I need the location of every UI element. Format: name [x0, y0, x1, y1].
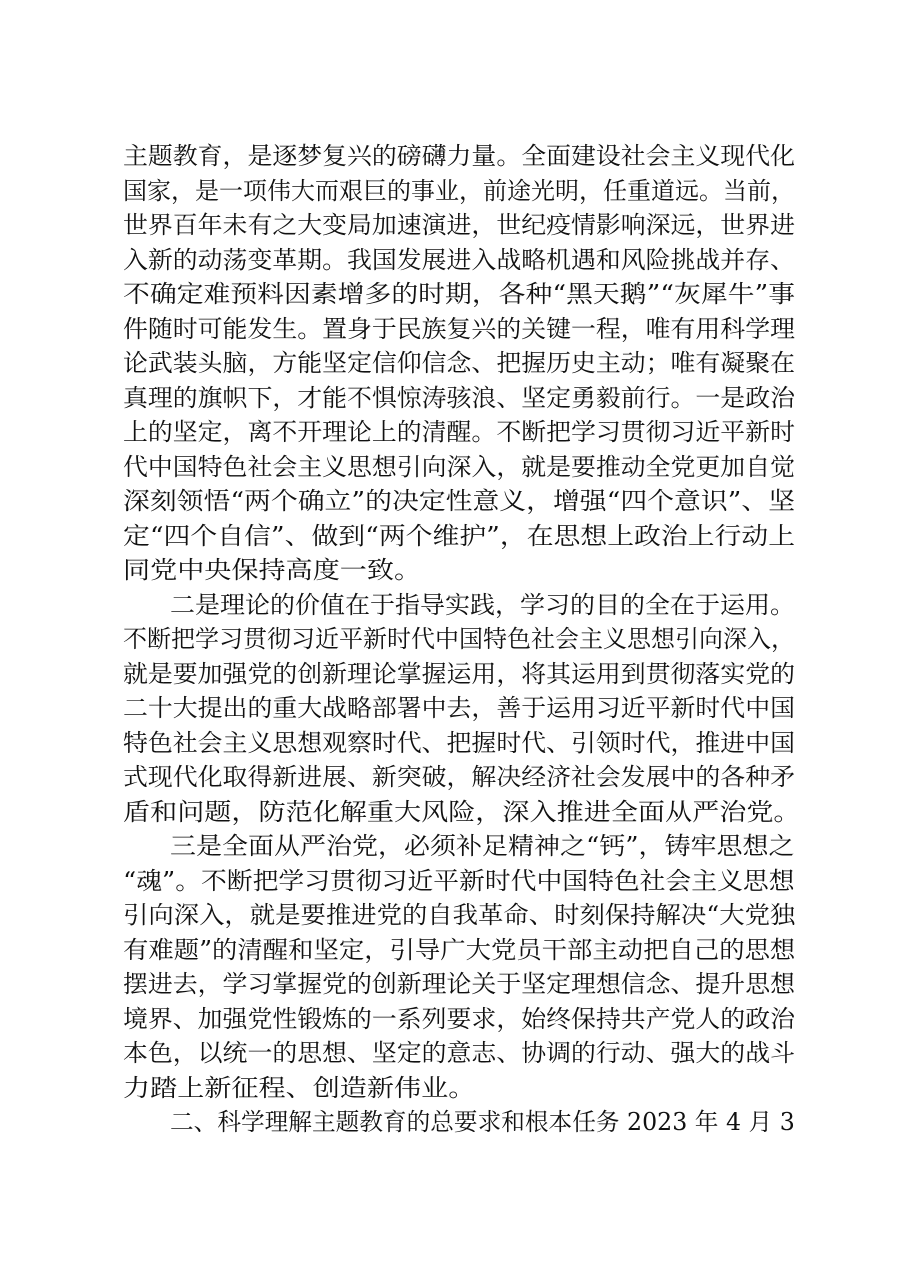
text-line: 本色，以统一的思想、坚定的意志、协调的行动、强大的战斗: [123, 1039, 795, 1067]
text-line: 式现代化取得新进展、新突破，解决经济社会发展中的各种矛: [123, 763, 795, 791]
text-line: 有难题”的清醒和坚定，引导广大党员干部主动把自己的思想: [123, 935, 796, 964]
paragraph-first-line: 二是理论的价值在于指导实践，学习的目的全在于运用。: [170, 590, 796, 619]
text-line: 就是要加强党的创新理论掌握运用，将其运用到贯彻落实党的: [123, 659, 795, 688]
text-line: 境界、加强党性锻炼的一系列要求，始终保持共产党人的政治: [123, 1004, 795, 1033]
text-line: 真理的旗帜下，才能不惧惊涛骇浪、坚定勇毅前行。一是政治: [123, 383, 795, 412]
text-line: 论武装头脑，方能坚定信仰信念、把握历史主动；唯有凝聚在: [123, 349, 795, 377]
text-line: 力踏上新征程、创造新伟业。: [123, 1073, 476, 1102]
text-line: “魂”。不断把学习贯彻习近平新时代中国特色社会主义思想: [123, 866, 795, 895]
text-line: 世界百年未有之大变局加速演进，世纪疫情影响深远，世界进: [123, 211, 795, 239]
text-line: 同党中央保持高度一致。: [123, 556, 422, 584]
text-line: 不确定难预料因素增多的时期，各种“黑天鹅”“灰犀牛”事: [123, 280, 796, 308]
text-line: 盾和问题，防范化解重大风险，深入推进全面从严治党。: [123, 797, 801, 826]
paragraph-first-line: 三是全面从严治党，必须补足精神之“钙”，铸牢思想之: [170, 832, 795, 860]
text-line: 件随时可能发生。置身于民族复兴的关键一程，唯有用科学理: [123, 314, 795, 343]
text-line: 深刻领悟“两个确立”的决定性意义，增强“四个意识”、坚: [123, 487, 796, 515]
text-line: 不断把学习贯彻习近平新时代中国特色社会主义思想引向深入，: [123, 625, 795, 653]
text-line: 摆进去，学习掌握党的创新理论关于坚定理想信念、提升思想: [123, 970, 795, 998]
text-line: 二十大提出的重大战略部署中去，善于运用习近平新时代中国: [123, 694, 795, 722]
text-line: 上的坚定，离不开理论上的清醒。不断把学习贯彻习近平新时: [123, 418, 795, 446]
text-line: 定“四个自信”、做到“两个维护”，在思想上政治上行动上: [123, 521, 796, 550]
text-line: 代中国特色社会主义思想引向深入，就是要推动全党更加自觉: [123, 452, 795, 481]
text-line: 国家，是一项伟大而艰巨的事业，前途光明，任重道远。当前，: [123, 176, 795, 205]
section-heading-line: 二、科学理解主题教育的总要求和根本任务 2023 年 4 月 3: [170, 1108, 795, 1136]
text-line: 入新的动荡变革期。我国发展进入战略机遇和风险挑战并存、: [123, 245, 795, 274]
text-line: 特色社会主义思想观察时代、把握时代、引领时代，推进中国: [123, 728, 795, 757]
text-line: 引向深入，就是要推进党的自我革命、时刻保持解决“大党独: [123, 901, 796, 929]
text-line: 主题教育，是逐梦复兴的磅礴力量。全面建设社会主义现代化: [123, 142, 795, 170]
